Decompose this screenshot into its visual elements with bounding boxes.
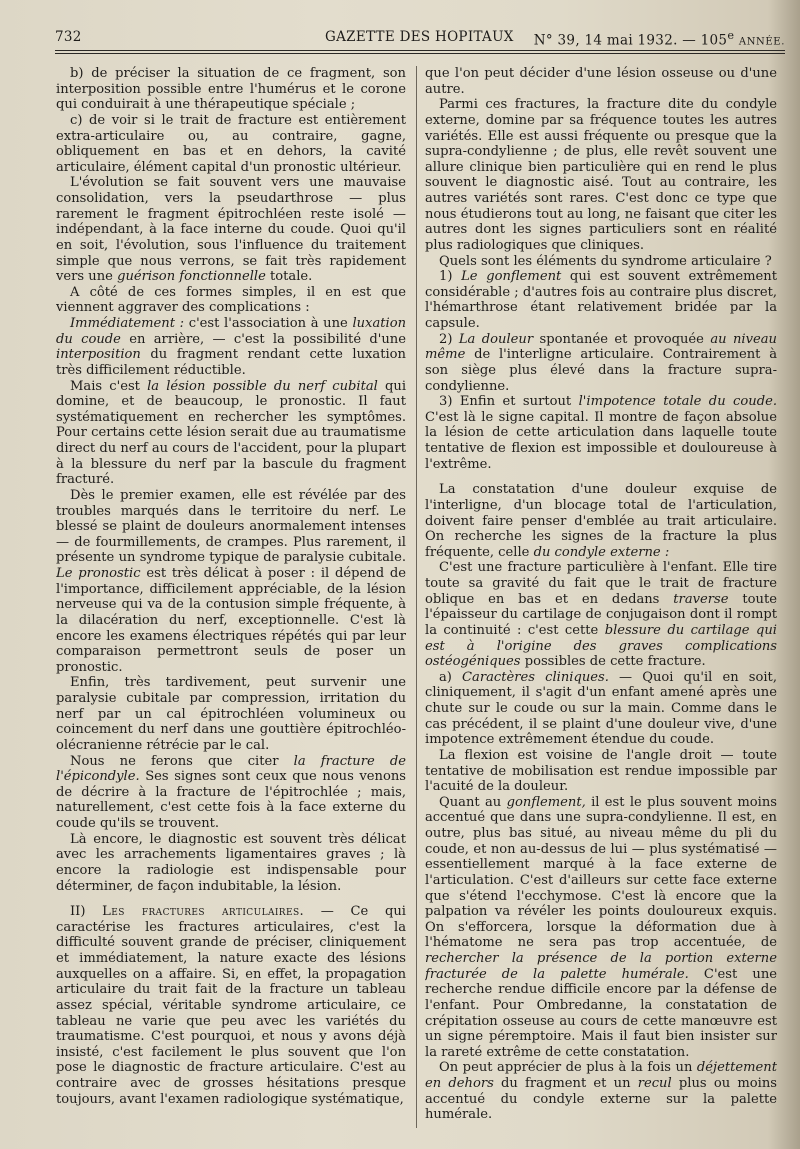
text: du fragment rendant cette luxation très difficilement réductible.: [56, 347, 406, 378]
paragraph: [56, 113, 406, 176]
paragraph: [56, 285, 406, 316]
issue-date: N° 39, 14 mai 1932. — 105: [533, 32, 728, 49]
text: est très délicat à poser : il dépend de l'importance, difficilement appréciable, de la lésion nerveuse qui va de la contusion simple fréquente, à la dilacération du nerf, exceptionnelle. C'est là encore les examens électriques répétés qui par leur comparaison permettront seuls de poser un pronostic.: [56, 566, 406, 675]
paragraph: [425, 394, 777, 472]
header-rule: [55, 50, 785, 51]
paragraph: [56, 316, 406, 379]
text: II): [70, 904, 103, 920]
text: a): [439, 669, 463, 685]
text: — Quoi qu'il en soit, cliniquement, il s'agit d'un enfant amené après une chute sur le coude ou sur la main. Comme dans le cas précédent, il se plaint d'une douleur vive, d'une impotence extrêmement étendue du coude.: [425, 669, 777, 748]
paragraph: [56, 754, 406, 832]
issue-sup: e: [727, 29, 735, 42]
header-rule-thin: [55, 53, 785, 54]
emphasis: traverse: [673, 591, 729, 607]
emphasis: Le gonflement: [461, 269, 562, 285]
text: L'évolution se fait souvent vers une mauvaise consolidation, vers la pseudarthrose — plus rarement le fragment épitrochléen reste isolé — indépendant, à la face interne du coude. Quoi qu'il en soit, l'évolution, sous l'influence du traitement simple que nous verrons, se fait très rapidement vers une: [56, 175, 406, 285]
text: Enfin, très tardivement, peut survenir une paralysie cubitale par compression, irritation du nerf par un cal épitrochléen volumineux ou coincement du nerf dans une gouttière épitrochléo-olécranienne rétrécie par le cal.: [56, 675, 406, 753]
text: 2): [439, 331, 459, 347]
emphasis: déjettement en dehors: [425, 1060, 777, 1091]
text: spontanée et provoquée: [533, 331, 711, 347]
text: plus ou moins accentué du condyle externe sur la palette humérale.: [425, 1076, 777, 1123]
text: La constatation d'une douleur exquise de l'interligne, d'un blocage total de l'articulation, doivent faire penser d'emblée au trait articulaire. On recherche les signes de la fracture la plus fréquente, celle: [425, 482, 777, 560]
emphasis: interposition: [56, 347, 141, 363]
emphasis: luxation du coude: [56, 316, 406, 347]
column-divider: [416, 66, 417, 1128]
emphasis: gonflement,: [506, 794, 586, 810]
paragraph: [425, 1060, 777, 1123]
section-heading: Les fractures articulaires.: [102, 904, 305, 920]
paragraph: [56, 379, 406, 488]
paragraph: [425, 670, 777, 748]
paragraph: [425, 748, 777, 795]
page-number: 732: [55, 29, 82, 45]
text: il est le plus souvent moins accentué que dans une supra-condylienne. Il est, en outre, plus bas situé, au niveau même du pli du coude, et non au-dessus de lui — plus systématisé — essentiellement marqué à la face externe de l'articulation. C'est d'ailleurs sur cette face externe que s'étend l'ecchymose. C'est là encore que la palpation va révéler les points douloureux exquis. On s'efforcera, lorsque la déformation due à l'hématome ne sera pas trop accentuée, de: [425, 794, 777, 951]
emphasis: guérison fonctionnelle: [117, 269, 266, 285]
left-column: [56, 66, 406, 1136]
text: Là encore, le diagnostic est souvent très délicat avec les arrachements ligamentaires graves ; là encore la radiologie est indispensable pour déterminer, de façon indubitable, la lésion.: [56, 831, 406, 894]
text: qui est souvent extrêmement considérable ; d'autres fois au contraire plus discret, l'hémarthrose étant relativement bridée par la capsule.: [425, 269, 777, 331]
emphasis: la lésion possible du nerf cubital: [147, 378, 378, 394]
text: toute l'épaisseur du cartilage de conjugaison dont il rompt la continuité : c'est cette: [425, 591, 777, 638]
emphasis: recul: [637, 1076, 672, 1091]
text: Ses signes sont ceux que nous venons de décrire à la fracture de l'épitrochlée ; mais, naturellement, c'est cette fois à la face externe du coude qu'ils se trouvent.: [56, 769, 406, 831]
emphasis: Le pronostic: [56, 566, 141, 581]
text: de l'interligne articulaire. Contrairement à son siège plus élevé dans la fracture supra-condylienne.: [425, 347, 777, 394]
emphasis: blessure du cartilage qui est à l'origine des graves complications ostéogéniques: [425, 622, 777, 670]
text: Quant au: [439, 794, 507, 810]
text: du fragment et un: [493, 1076, 638, 1091]
emphasis: Caractères cliniques.: [462, 669, 609, 685]
paragraph: [56, 832, 406, 895]
paragraph: [56, 66, 406, 113]
emphasis: rechercher la présence de la portion externe fracturée de la palette humérale.: [425, 951, 777, 982]
right-column: [425, 66, 777, 1136]
paragraph: [56, 675, 406, 753]
text: C'est là le signe capital. Il montre de façon absolue la lésion de cette articulation dans laquelle toute tentative de flexion est impossible et douloureuse à l'extrême.: [425, 409, 777, 472]
paragraph: [425, 332, 777, 395]
page-header: [55, 26, 785, 48]
paragraph: [425, 269, 777, 332]
text: en arrière, — c'est la possibilité d'une: [120, 331, 406, 347]
text: possibles de cette fracture.: [520, 654, 706, 670]
text: 3) Enfin et surtout: [439, 394, 579, 410]
text: c'est l'association à une: [184, 316, 353, 331]
text: Quels sont les éléments du syndrome articulaire ?: [439, 253, 772, 269]
text: b) de préciser la situation de ce fragment, son interposition possible entre l'humérus et le corone qui conduirait à une thérapeutique spéciale ;: [56, 66, 406, 113]
section-heading-paragraph: [56, 904, 406, 1107]
text: C'est une recherche rendue difficile encore par la défense de l'enfant. Pour Ombredanne, la constatation de crépitation osseuse au cours de cette manœuvre est un signe péremptoire. Mais il faut bien insister sur la rareté extrême de cette constatation.: [425, 966, 777, 1060]
text: Dès le premier examen, elle est révélée par des troubles marqués dans le territoire du nerf. Le blessé se plaint de douleurs anormalement intenses — de fourmillements, de crampes. Plus rarement, il présente un syndrome typique de paralysie cubitale.: [56, 487, 406, 566]
text: 1): [439, 269, 462, 285]
emphasis: la fracture de l'épicondyle.: [56, 753, 406, 785]
emphasis: l'impotence totale du coude.: [578, 394, 777, 410]
text: totale.: [265, 269, 313, 285]
emphasis: La douleur: [458, 331, 534, 347]
issue-year: ANNÉE.: [738, 36, 785, 48]
paragraph: [56, 488, 406, 676]
paragraph: [425, 560, 777, 669]
paragraph: [425, 97, 777, 253]
paragraph: [56, 175, 406, 284]
paragraph: [425, 66, 777, 97]
text: Mais c'est: [70, 378, 148, 394]
emphasis: au niveau même: [425, 331, 777, 363]
emphasis: Immédiatement :: [70, 316, 185, 331]
paragraph: [425, 254, 777, 270]
text: c) de voir si le trait de fracture est entièrement extra-articulaire ou, au contraire, gagne, obliquement en bas et en dehors, la cavité articulaire, élément capital d'un pronostic ultérieur.: [56, 112, 406, 175]
text: On peut apprécier de plus à la fois un: [439, 1060, 697, 1076]
paragraph: [425, 795, 777, 1061]
paragraph: [425, 482, 777, 560]
issue-info: [534, 29, 785, 49]
text: C'est une fracture particulière à l'enfant. Elle tire toute sa gravité du fait que le trait de fracture oblique en bas et en dedans: [425, 560, 777, 607]
text: La flexion est voisine de l'angle droit — toute tentative de mobilisation est rendue impossible par l'acuité de la douleur.: [425, 747, 777, 795]
emphasis: du condyle externe :: [533, 544, 670, 560]
text: — Ce qui caractérise les fractures articulaires, c'est la difficulté souvent grande de préciser, cliniquement et immédiatement, la nature exacte des lésions auxquelles on a affaire. Si, en effet, la propagation articulaire du trait fait de la fracture un tableau assez spécial, véritable syndrome articulaire, ce tableau ne varie que peu avec les variétés du traumatisme. C'est pourquoi, et nous y avons déjà insisté, c'est facilement le plus souvent que l'on pose le diagnostic de fracture articulaire. C'est au contraire avec de grosses hésitations presque toujours, avant l'examen radiologique systématique,: [56, 904, 406, 1107]
text: que l'on peut décider d'une lésion osseuse ou d'une autre.: [425, 66, 777, 97]
text: Nous ne ferons que citer: [70, 753, 294, 769]
text: Parmi ces fractures, la fracture dite du condyle externe, domine par sa fréquence toutes les autres variétés. Elle est aussi fréquente ou presque que la supra-condylienne ; de plus, elle revêt souvent une allure clinique bien particulière qui en rend le plus souvent le diagnostic aisé. Tout au contraire, les autres variétés sont rares. C'est donc ce type que nous étudierons tout au long, ne faisant que citer les autres dont les signes particuliers sont en réalité plus radiologiques que cliniques.: [425, 97, 777, 253]
text: A côté de ces formes simples, il en est que viennent aggraver des complications :: [56, 284, 406, 316]
text: qui domine, et de beaucoup, le pronostic. Il faut systématiquement en rechercher les symptômes. Pour certains cette lésion serait due au traumatisme direct du nerf au cours de l'accident, pour la plupart à la blessure du nerf par la bascule du fragment fracturé.: [56, 378, 406, 488]
journal-title: GAZETTE DES HOPITAUX: [325, 29, 514, 45]
